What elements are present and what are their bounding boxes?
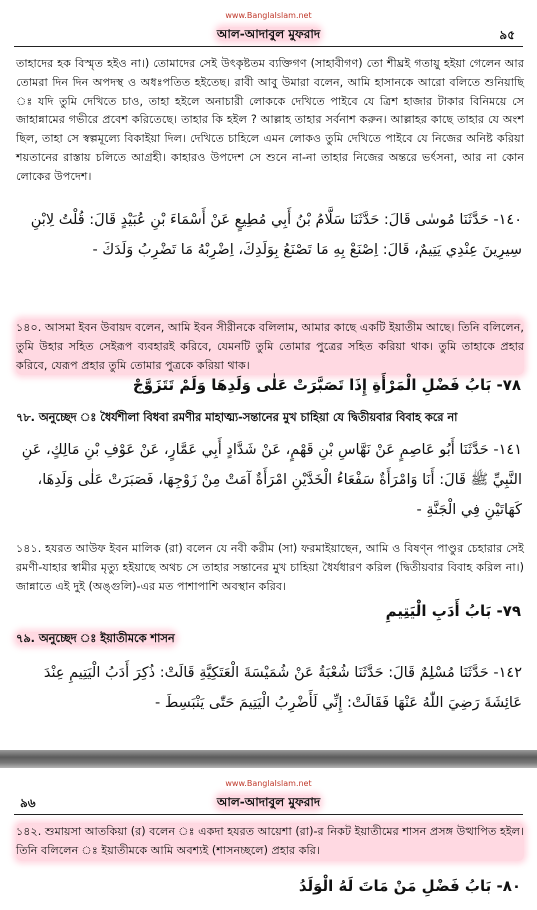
page-separator (0, 750, 537, 768)
site-watermark: www.BanglaIslam.net (225, 779, 312, 788)
header-rule (14, 46, 523, 47)
chapter-79-bengali-text: ৭৯. অনুচ্ছেদ ঃ ইয়াতীমকে শাসন (16, 632, 175, 645)
hadith-141-bengali: ১৪১. হযরত আউফ ইবন মালিক (রা) বলেন যে নবী করীম (সা) ফরমাইয়াছেন, আমি ও বিষণ্ন পাণ্ডুর চেহারার সেই রমণী-যাহার স্বামীর মৃত্যু হইয়াছে অথচ সে তাহার সন্তানের মুখ চাহিয়া ধৈর্যধারণ করিল (দ্বিতীয়বার বিবাহ করিল না।) জান্নাতে এই দুই (অঙ্গুলি)-এর মত পাশাপাশি অবস্থান করিব। (16, 542, 524, 593)
chapter-79-arabic-title: ٧٩- بَابُ أَدَبِ الْيَتِيمِ (385, 602, 521, 620)
hadith-141-arabic: ١٤١- حَدَّثَنَا أَبُو عَاصِمٍ عَنْ نَهَّاسِ بْنِ قَهْمٍ، عَنْ شَدَّادٍ أَبِي عَمَّارٍ، عَنْ عَوْفِ بْنِ مَالِكٍ، عَنِ النَّبِيِّ ﷺ قَالَ: أَنَا وَامْرَأَةٌ سَفْعَاءُ الْخَدَّيْنِ امْرَأَةٌ آمَتْ مِنْ زَوْجِهَا، فَصَبَرَتْ عَلٰى وَلَدِهَا، كَهَاتَيْنِ فِي الْجَنَّةِ - (21, 442, 522, 518)
book-page-96 (0, 768, 537, 910)
chapter-78-arabic-title: ٧٨- بَابُ فَضْلِ الْمَرْأَةِ إِذَا تَصَبَّرَتْ عَلٰى وَلَدِهَا وَلَمْ تَتَزَوَّجْ (132, 376, 521, 394)
running-head (0, 794, 537, 814)
running-head-text: আল-আদাবুল মুফরাদ (216, 27, 321, 41)
hadith-140-bengali: ১৪০. আসমা ইবন উবায়দ বলেন, আমি ইবন সীরীনকে বলিলাম, আমার কাছে একটি ইয়াতীম আছে। তিনি বলিলেন, তুমি উহার সহিত সেইরূপ ব্যবহারই করিবে, যেমনটি তুমি তোমার পুত্রের সহিত করিয়া থাক। তুমি তাহাকে প্রহার করিবে, যেরূপ প্রহার তুমি তোমার পুত্রকে করিয়া থাক। (16, 319, 524, 375)
chapter-78-bengali-title: ৭৮. অনুচ্ছেদ ঃ ধৈর্যশীলা বিধবা রমণীর মাহাত্ম্য-সন্তানের মুখ চাহিয়া যে দ্বিতীয়বার বিবাহ করে না (16, 411, 458, 424)
running-head-text: আল-আদাবুল মুফরাদ (216, 795, 321, 809)
page-number: ৯৫ (499, 28, 515, 42)
hadith-142-bengali: ১৪২. শুমায়সা আতকিয়া (র) বলেন ঃ একদা হযরত আয়েশা (রা)-র নিকট ইয়াতীমের শাসন প্রসঙ্গ উত্থাপিত হইল। তিনি বলিলেন ঃ ইয়াতীমকে আমি অবশ্যই (শাসনচ্ছলে) প্রহার করি। (16, 823, 524, 861)
chapter-80-arabic-title: ٨٠- بَابُ فَضْلِ مَنْ مَاتَ لَهُ الْوَلَدُ (298, 877, 521, 895)
running-head (0, 26, 537, 46)
header-rule (14, 814, 523, 815)
hadith-140-arabic: ١٤٠- حَدَّثَنَا مُوسٰى قَالَ: حَدَّثَنَا سَلَّامُ بْنُ أَبِي مُطِيعٍ عَنْ أَسْمَاءَ بْنِ عُبَيْدٍ قَالَ: قُلْتُ لِابْنِ سِيرِينَ عِنْدِي يَتِيمٌ، قَالَ: اِصْنَعْ بِهِ مَا تَصْنَعُ بِوَلَدِكَ، اِضْرِبْهُ مَا تَضْرِبُ وَلَدَكَ - (30, 212, 522, 258)
site-watermark: www.BanglaIslam.net (225, 11, 312, 20)
page-number: ৯৬ (20, 796, 36, 810)
chapter-79-bengali-title (16, 630, 526, 649)
hadith-142-arabic: ١٤٢- حَدَّثَنَا مُسْلِمٌ قَالَ: حَدَّثَنَا شُعْبَةُ عَنْ شُمَيْسَةَ الْعَتَكِيَّةِ قَالَتْ: ذُكِرَ أَدَبُ الْيَتِيمِ عِنْدَ عَائِشَةَ رَضِيَ اللّٰهُ عَنْهَا فَقَالَتْ: إِنِّي لَأَضْرِبُ الْيَتِيمَ حَتّٰى يَنْبَسِطَ - (43, 665, 522, 711)
intro-paragraph: তাহাদের হক বিস্মৃত হইও না।) তোমাদের সেই উৎকৃষ্টতম ব্যক্তিগণ (সাহাবীগণ) তো শীঘ্রই গতায়ু হইয়া গেলেন আর তোমরা দিন দিন অপদস্থ ও অধঃপতিত হইতেছ। রাবী আবু উমারা বলেন, আমি হাসানকে আরো বলিতে শুনিয়াছি ঃ যদি তুমি দেখিতে চাও, তাহা হইলে অনাচারী লোককে দেখিতে পাইবে যে ত্রিশ হাজার টাকার বিনিময়ে সে জাহান্নামের গভীরে প্রবেশ করিতেছে। তাহার কি হইল ? আল্লাহ তাহার সর্বনাশ করুন। আল্লাহর কাছে তাহার যে অংশ ছিল, তাহা সে স্বল্পমূল্যে বিকাইয়া দিল। দেখিতে চাহিলে এমন লোকও তুমি দেখিতে পাইবে যে নিজের অনিষ্ট করিয়া শয়তানের রাস্তায় চলিতে আগ্রহী। কাহারও উপদেশ সে শুনে না-না তাহার নিজের অন্তরে ভর্ৎসনা, আর না কোন লোকের উপদেশ। (16, 57, 524, 183)
